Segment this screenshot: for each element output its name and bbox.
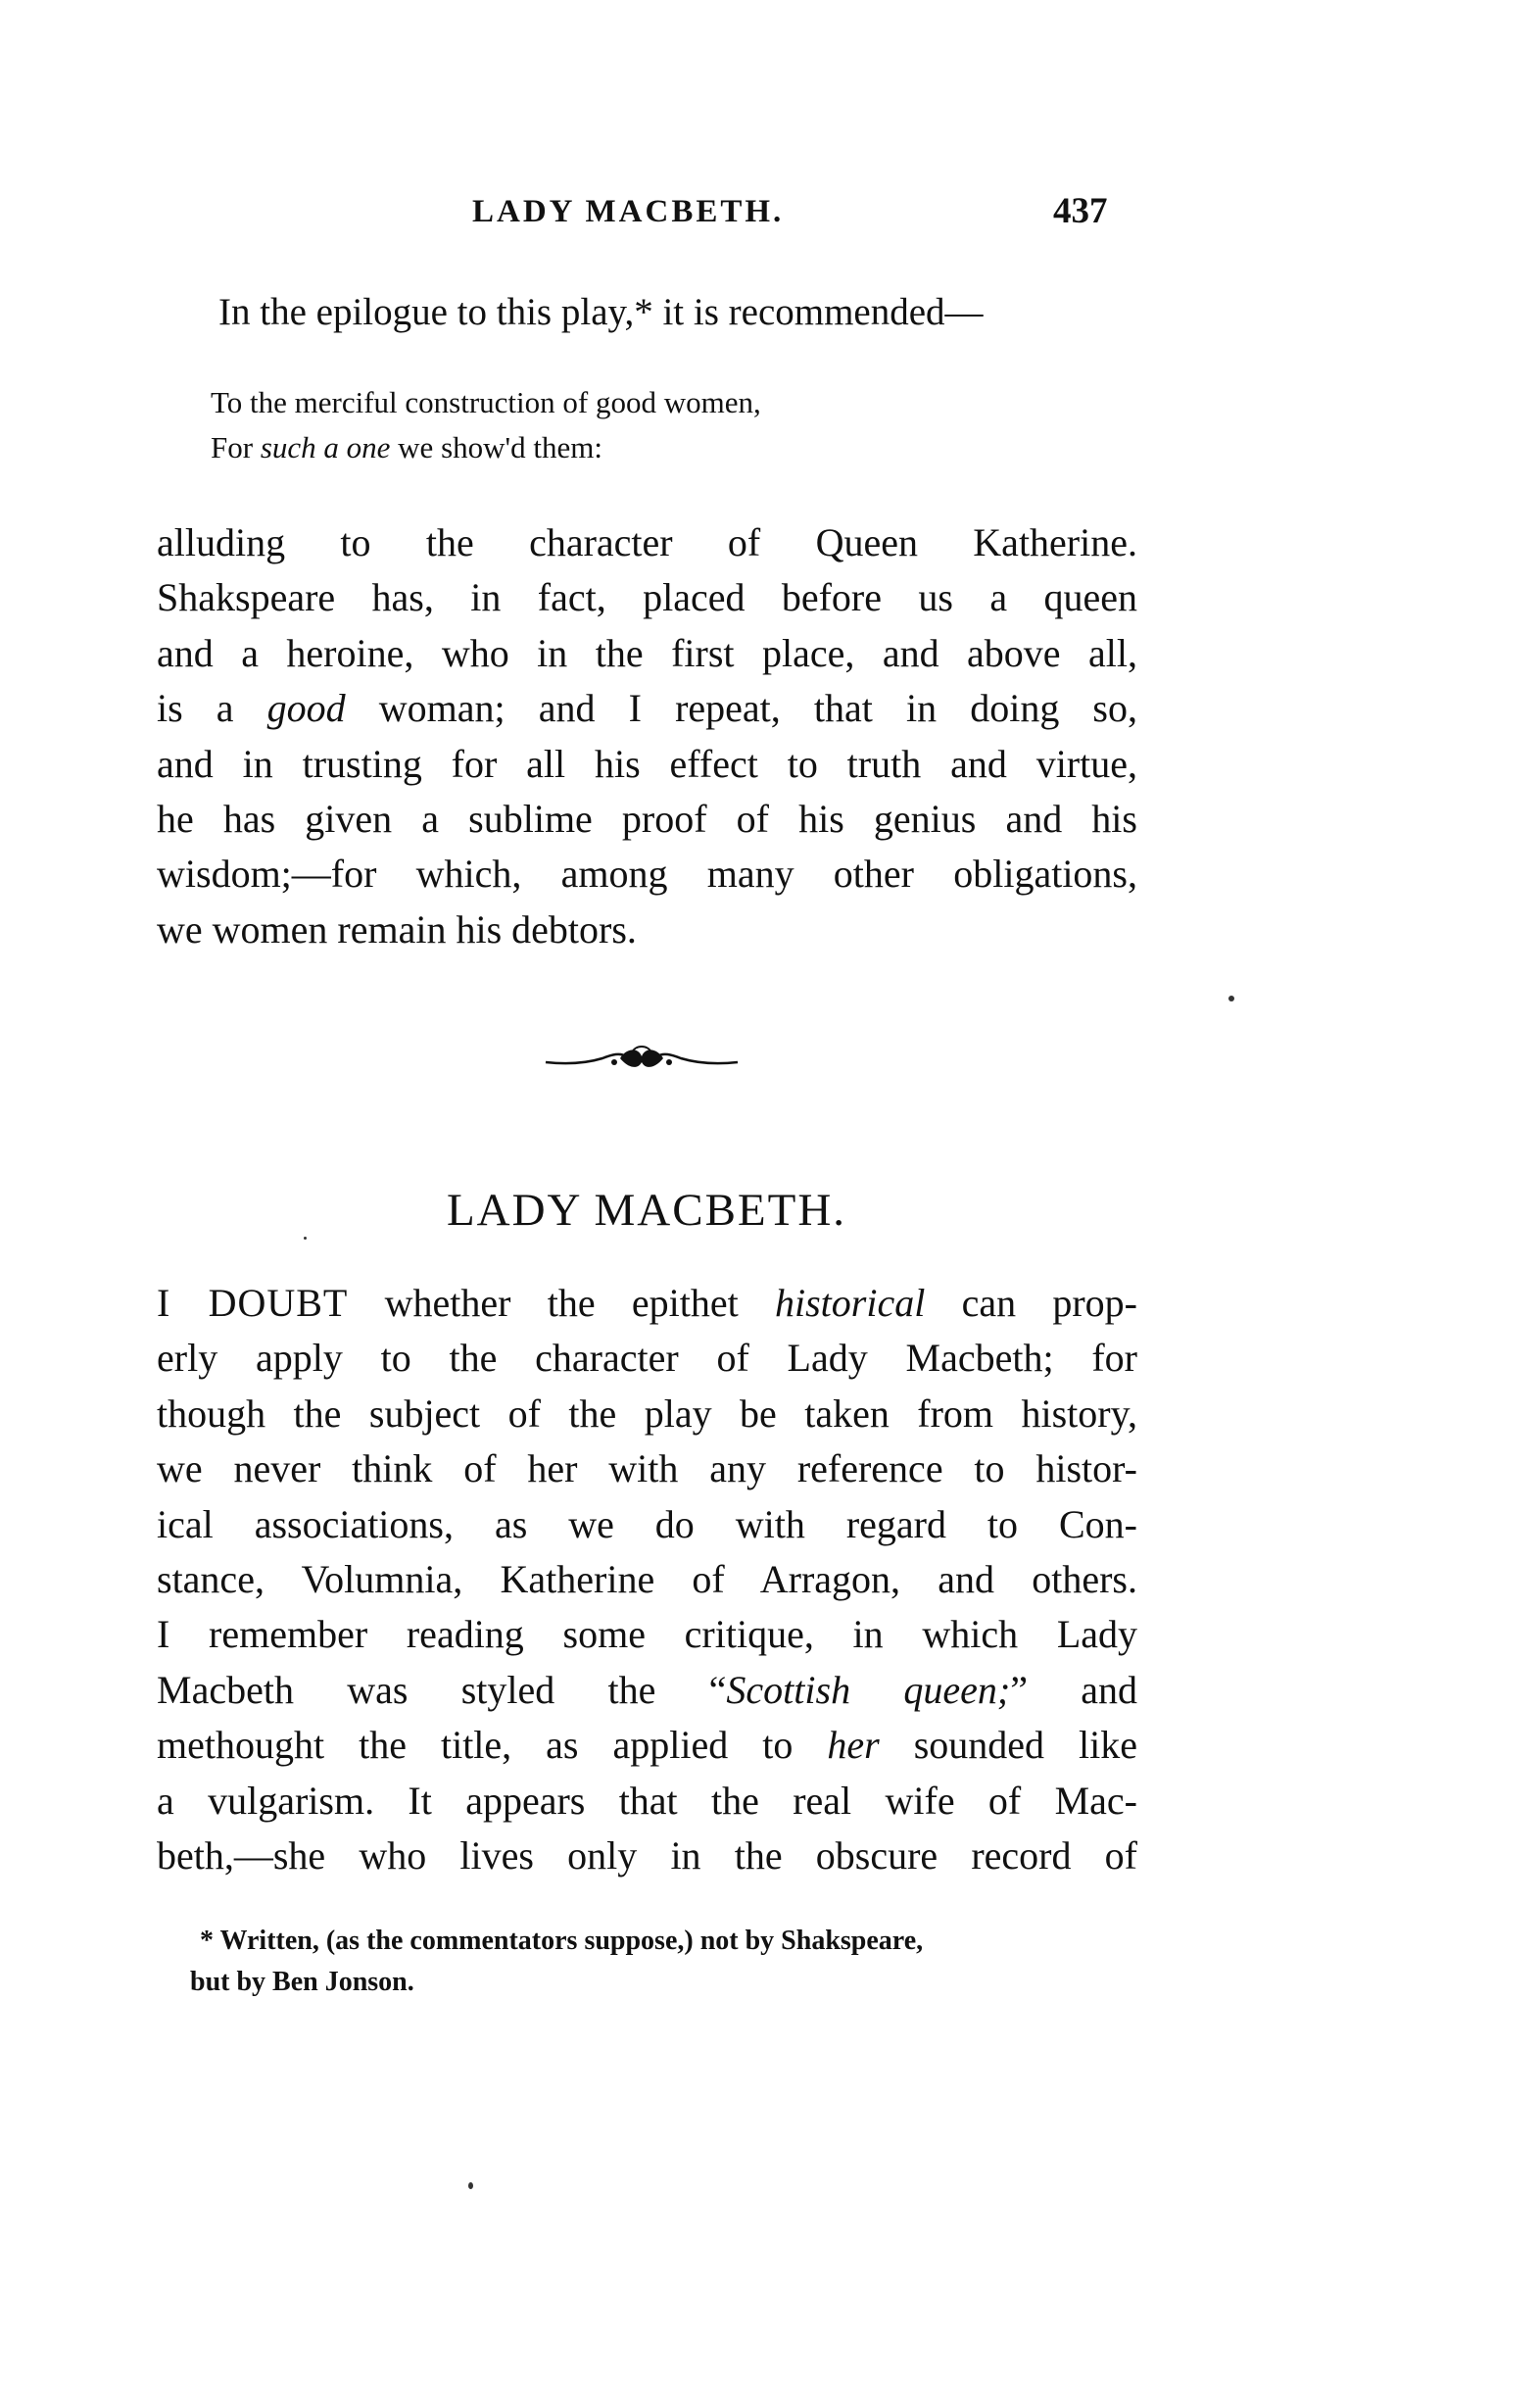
paragraph-lady-macbeth	[157, 1276, 1137, 1883]
print-speck	[304, 1237, 307, 1240]
italic-phrase: Scottish queen;	[726, 1667, 1011, 1712]
paragraph-line: and a heroine, who in the first place, and above all,	[157, 630, 1137, 675]
paragraph-line	[157, 1718, 1137, 1773]
running-head	[157, 191, 1136, 243]
paragraph-line: ical associations, as we do with regard to Con-	[157, 1501, 1137, 1546]
quote-line	[211, 425, 761, 470]
line-text: woman; and I repeat, that in doing so,	[345, 686, 1137, 731]
paragraph-line: Shakspeare has, in fact, placed before us a queen	[157, 575, 1137, 620]
line-text: is a	[157, 686, 267, 731]
italic-word: historical	[774, 1281, 926, 1325]
paragraph-line: he has given a sublime proof of his genius and his	[157, 797, 1137, 842]
line-text: whether the epithet	[348, 1281, 775, 1325]
paragraph-line: alluding to the character of Queen Katherine.	[157, 520, 1137, 564]
drop-word: I DOUBT	[157, 1281, 349, 1325]
footnote-line: * Written, (as the commentators suppose,) not by Shakspeare,	[200, 1926, 924, 1956]
page-number: 437	[1053, 191, 1108, 231]
paragraph-line: I remember reading some critique, in which Lady	[157, 1612, 1137, 1657]
footnote-line: but by Ben Jonson.	[190, 1967, 414, 1997]
paragraph-line: we never think of her with any reference to histor-	[157, 1446, 1137, 1491]
quote-block	[211, 380, 761, 470]
paragraph-line: erly apply to the character of Lady Macbeth; for	[157, 1336, 1137, 1381]
paragraph-line: beth,—she who lives only in the obscure record of	[157, 1833, 1137, 1879]
line-text: Macbeth was styled the “	[157, 1667, 727, 1712]
line-text: methought the title, as applied to	[157, 1723, 828, 1768]
line-text: ” and	[1010, 1667, 1137, 1712]
line-text: sounded like	[879, 1723, 1137, 1768]
print-speck	[1228, 996, 1234, 1001]
footnote	[157, 1921, 1136, 2003]
quote-text: For	[211, 430, 261, 464]
paragraph-line	[157, 1663, 1137, 1718]
paragraph-line: wisdom;—for which, among many other obligations,	[157, 852, 1137, 897]
paragraph-line: a vulgarism. It appears that the real wife of Mac-	[157, 1778, 1137, 1823]
paragraph-line	[157, 681, 1137, 736]
quote-italic: such a one	[260, 430, 391, 464]
running-title: LADY MACBETH.	[472, 194, 785, 229]
paragraph-line: we women remain his debtors.	[157, 906, 637, 952]
print-speck	[468, 2182, 473, 2189]
italic-word: good	[266, 686, 346, 731]
italic-word: her	[827, 1723, 880, 1768]
paragraph-line: and in trusting for all his effect to truth and virtue,	[157, 741, 1137, 786]
section-title: LADY MACBETH.	[446, 1185, 847, 1236]
paragraph-line: though the subject of the play be taken from history,	[157, 1391, 1137, 1436]
line-text: can prop-	[925, 1281, 1137, 1325]
paragraph-line: stance, Volumnia, Katherine of Arragon, and others.	[157, 1557, 1137, 1602]
decorative-flourish-icon	[544, 1043, 740, 1078]
epilogue-intro: In the epilogue to this play,* it is recommended—	[218, 291, 984, 333]
quote-line: To the merciful construction of good women,	[211, 385, 761, 419]
quote-text: we show'd them:	[390, 430, 602, 464]
paragraph-line	[157, 1276, 1137, 1331]
paragraph-katherine	[157, 515, 1137, 957]
